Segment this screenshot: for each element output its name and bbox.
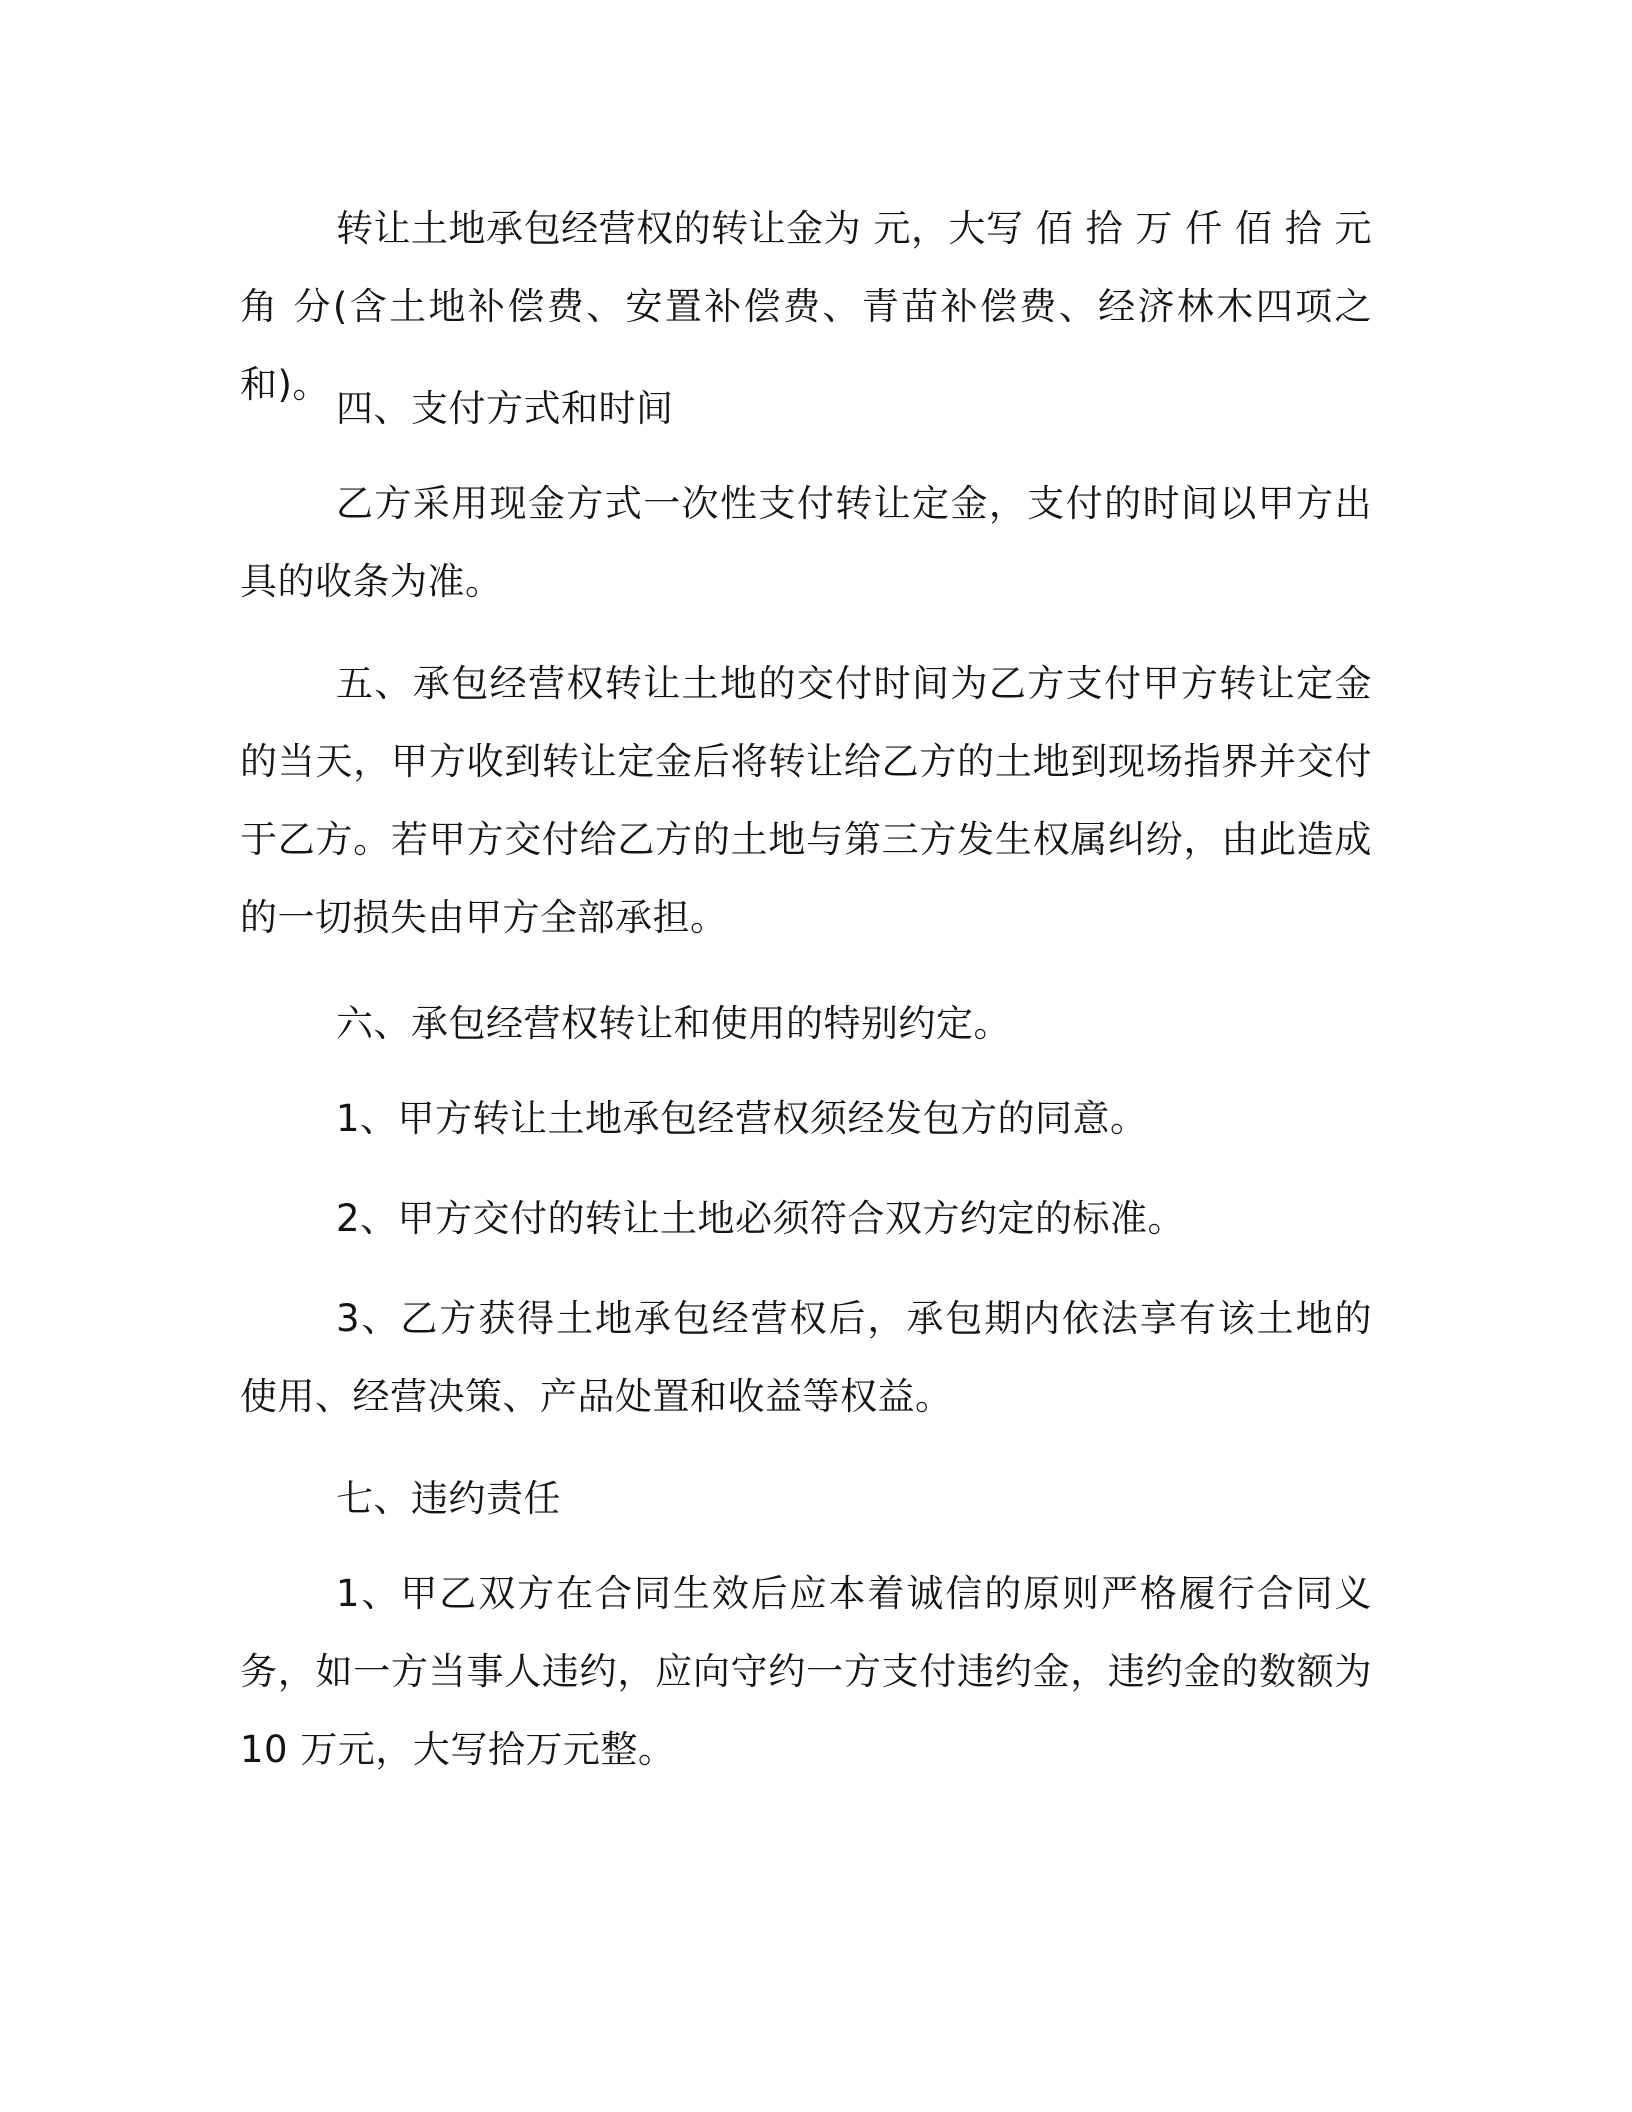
paragraph-special-3: 3、乙方获得土地承包经营权后，承包期内依法享有该土地的使用、经营决策、产品处置和收益等权益。	[240, 1297, 1372, 1418]
paragraph-transfer-fee: 转让土地承包经营权的转让金为 元，大写 佰 拾 万 仟 佰 拾 元 角 分(含土地补偿费、安置补偿费、青苗补偿费、经济林木四项之和)。	[240, 207, 1372, 406]
paragraph-liability-1: 1、甲乙双方在合同生效后应本着诚信的原则严格履行合同义务，如一方当事人违约，应向守约一方支付违约金，违约金的数额为 10 万元，大写拾万元整。	[240, 1572, 1372, 1771]
paragraph-delivery: 五、承包经营权转让土地的交付时间为乙方支付甲方转让定金的当天，甲方收到转让定金后将转让给乙方的土地到现场指界并交付于乙方。若甲方交付给乙方的土地与第三方发生权属纠纷，由此造成的一切损失由甲方全部承担。	[240, 662, 1372, 939]
heading-special-agreement: 六、承包经营权转让和使用的特别约定。	[336, 1002, 1011, 1045]
paragraph-special-1: 1、甲方转让土地承包经营权须经发包方的同意。	[336, 1097, 1148, 1140]
heading-liability: 七、违约责任	[336, 1477, 561, 1520]
heading-payment-method: 四、支付方式和时间	[336, 387, 674, 430]
paragraph-special-2: 2、甲方交付的转让土地必须符合双方约定的标准。	[336, 1197, 1186, 1240]
paragraph-payment: 乙方采用现金方式一次性支付转让定金，支付的时间以甲方出具的收条为准。	[240, 482, 1372, 603]
